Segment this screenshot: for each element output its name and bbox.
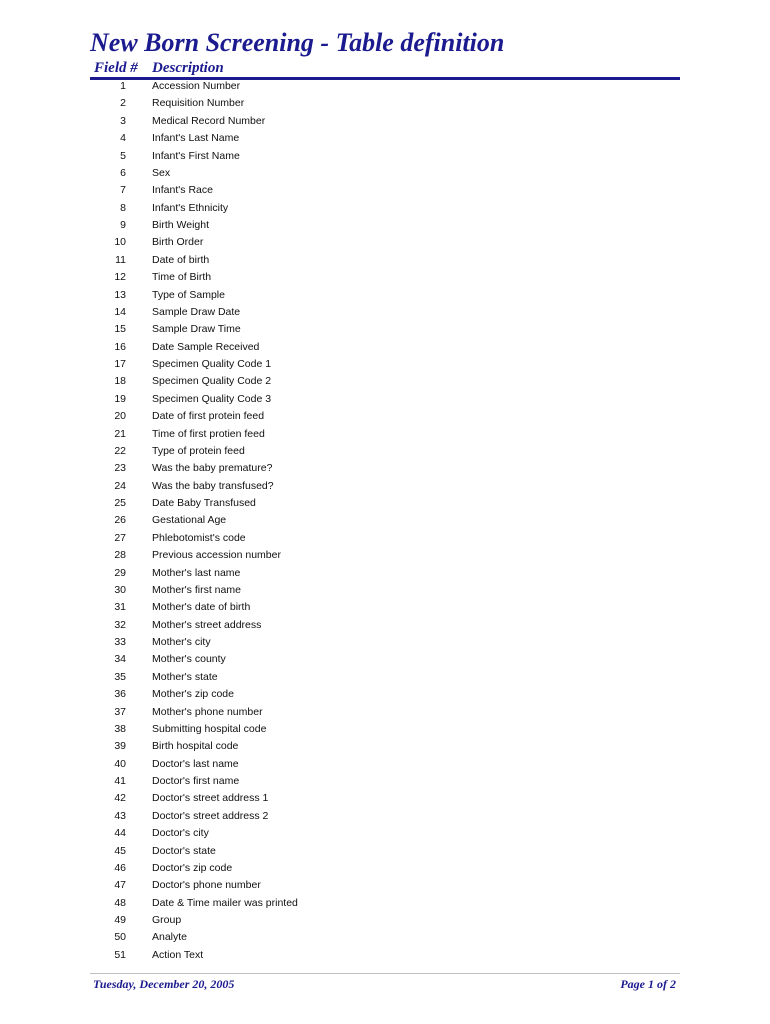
table-row (0, 686, 770, 703)
field-number: 22 (114, 444, 126, 457)
field-description: Birth Order (152, 236, 204, 249)
field-description: Doctor's city (152, 827, 209, 840)
table-row (0, 148, 770, 165)
field-description: Date of birth (152, 253, 210, 266)
field-description: Mother's date of birth (152, 601, 251, 614)
field-number: 30 (114, 583, 126, 596)
table-row (0, 617, 770, 634)
field-description: Doctor's zip code (152, 861, 233, 874)
table-row (0, 565, 770, 582)
field-description: Date of first protein feed (152, 410, 265, 423)
field-number: 19 (114, 392, 126, 405)
field-number: 42 (114, 792, 126, 805)
field-number: 8 (120, 201, 126, 214)
field-description: Infant's Ethnicity (152, 201, 229, 214)
field-number: 33 (114, 636, 126, 648)
table-row (0, 339, 770, 356)
table-row (0, 95, 770, 112)
table-row (0, 165, 770, 182)
field-number: 49 (114, 914, 126, 926)
field-number: 21 (114, 427, 126, 440)
field-description: Medical Record Number (152, 114, 266, 127)
field-description: Analyte (152, 931, 188, 944)
page-title: New Born Screening - Table definition (90, 28, 505, 57)
field-description: Birth hospital code (152, 740, 239, 753)
description-header: Description (152, 60, 224, 76)
field-description: Infant's Last Name (152, 132, 240, 145)
field-description: Doctor's last name (152, 757, 239, 770)
field-description: Time of first protien feed (152, 427, 265, 440)
field-description: Doctor's street address 1 (152, 792, 269, 805)
table-row (0, 895, 770, 912)
table-row (0, 582, 770, 599)
field-number: 1 (120, 80, 126, 92)
field-description: Doctor's state (152, 844, 216, 857)
field-number: 24 (114, 479, 126, 492)
field-number: 47 (114, 879, 126, 892)
field-description: Was the baby transfused? (152, 479, 274, 492)
field-description: Type of Sample (152, 288, 225, 301)
table-row (0, 843, 770, 860)
field-number: 29 (114, 566, 126, 579)
field-number: 15 (114, 323, 126, 336)
field-number: 3 (120, 114, 126, 127)
table-row (0, 721, 770, 738)
field-description: Sample Draw Time (152, 323, 241, 336)
table-row (0, 182, 770, 199)
field-number: 20 (114, 410, 126, 423)
field-number: 28 (114, 549, 126, 562)
field-number: 34 (114, 653, 126, 666)
field-number: 6 (120, 166, 126, 179)
table-row (0, 113, 770, 130)
field-number: 10 (114, 236, 126, 249)
field-number: 48 (114, 896, 126, 909)
table-row (0, 478, 770, 495)
field-description: Date & Time mailer was printed (152, 896, 298, 909)
table-row (0, 304, 770, 321)
field-description: Date Baby Transfused (152, 497, 256, 509)
table-row (0, 929, 770, 946)
field-number: 39 (114, 740, 126, 753)
field-number: 51 (114, 948, 126, 961)
field-description: Was the baby premature? (152, 462, 273, 475)
field-description: Mother's zip code (152, 688, 234, 701)
field-description: Mother's state (152, 670, 218, 683)
table-row (0, 460, 770, 477)
field-description: Infant's Race (152, 184, 213, 197)
field-number: 9 (120, 219, 126, 231)
field-number: 5 (120, 149, 126, 162)
field-number: 41 (114, 775, 126, 787)
table-row (0, 217, 770, 234)
table-row (0, 391, 770, 408)
table-row (0, 756, 770, 773)
table-row (0, 130, 770, 147)
field-number: 2 (120, 97, 126, 110)
field-description: Specimen Quality Code 2 (152, 375, 272, 388)
field-number: 17 (114, 358, 126, 370)
footer-page-number: Page 1 of 2 (620, 977, 676, 991)
table-row (0, 512, 770, 529)
field-number: 18 (114, 375, 126, 388)
field-number: 7 (120, 184, 126, 197)
table-row (0, 704, 770, 721)
field-number: 35 (114, 670, 126, 683)
field-number: 11 (115, 253, 126, 266)
field-number: 38 (114, 722, 126, 735)
table-row (0, 651, 770, 668)
table-row (0, 78, 770, 95)
field-description: Time of Birth (152, 271, 212, 284)
table-row (0, 669, 770, 686)
field-description: Sex (152, 166, 171, 179)
table-row (0, 599, 770, 616)
table-row (0, 825, 770, 842)
table-row (0, 408, 770, 425)
field-description: Doctor's first name (152, 775, 240, 787)
field-description: Phlebotomist's code (152, 531, 246, 544)
table-row (0, 547, 770, 564)
field-table (0, 78, 770, 964)
field-description: Group (152, 914, 182, 926)
table-row (0, 860, 770, 877)
field-description: Infant's First Name (152, 149, 240, 162)
field-number: 16 (114, 340, 126, 353)
field-number: 32 (114, 618, 126, 631)
table-row (0, 252, 770, 269)
field-number: 50 (114, 931, 126, 944)
field-description: Submitting hospital code (152, 722, 267, 735)
field-description: Specimen Quality Code 3 (152, 392, 272, 405)
table-row (0, 443, 770, 460)
field-number: 26 (114, 514, 126, 527)
field-number: 43 (114, 809, 126, 822)
field-number-header: Field # (94, 60, 138, 76)
field-number: 14 (114, 305, 126, 318)
field-description: Previous accession number (152, 549, 281, 562)
field-description: Mother's phone number (152, 705, 263, 718)
table-row (0, 808, 770, 825)
field-number: 40 (114, 757, 126, 770)
table-row (0, 234, 770, 251)
field-number: 31 (114, 601, 126, 614)
field-description: Sample Draw Date (152, 305, 241, 318)
field-number: 37 (114, 705, 126, 718)
table-row (0, 947, 770, 964)
table-row (0, 738, 770, 755)
field-description: Gestational Age (152, 514, 227, 527)
footer-divider (90, 973, 680, 974)
field-description: Mother's city (152, 636, 211, 648)
field-description: Mother's county (152, 653, 226, 666)
table-row (0, 530, 770, 547)
field-number: 4 (120, 132, 126, 145)
footer-date: Tuesday, December 20, 2005 (93, 977, 235, 991)
field-description: Type of protein feed (152, 444, 245, 457)
field-description: Requisition Number (152, 97, 245, 110)
field-description: Doctor's phone number (152, 879, 261, 892)
field-description: Accession Number (152, 80, 241, 92)
table-row (0, 790, 770, 807)
table-row (0, 426, 770, 443)
table-row (0, 321, 770, 338)
table-row (0, 773, 770, 790)
field-description: Mother's last name (152, 566, 241, 579)
field-number: 27 (114, 531, 126, 544)
field-number: 13 (114, 288, 126, 301)
field-description: Date Sample Received (152, 340, 260, 353)
table-row (0, 912, 770, 929)
field-number: 46 (114, 861, 126, 874)
table-row (0, 287, 770, 304)
field-number: 44 (114, 827, 126, 840)
field-number: 45 (114, 844, 126, 857)
table-row (0, 634, 770, 651)
field-number: 25 (114, 497, 126, 509)
field-number: 23 (114, 462, 126, 475)
field-number: 36 (114, 688, 126, 701)
table-row (0, 877, 770, 894)
field-description: Specimen Quality Code 1 (152, 358, 272, 370)
field-description: Mother's street address (152, 618, 262, 631)
table-row (0, 356, 770, 373)
field-description: Birth Weight (152, 219, 209, 231)
table-row (0, 495, 770, 512)
table-row (0, 373, 770, 390)
table-row (0, 269, 770, 286)
field-description: Action Text (152, 948, 204, 961)
field-description: Doctor's street address 2 (152, 809, 269, 822)
field-description: Mother's first name (152, 583, 241, 596)
field-number: 12 (114, 271, 126, 284)
table-row (0, 200, 770, 217)
